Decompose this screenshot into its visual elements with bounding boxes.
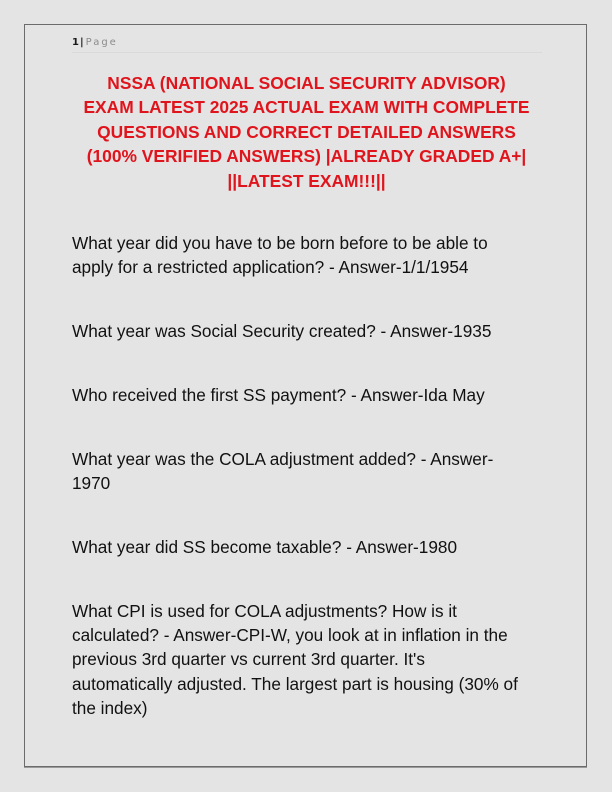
qa-line: calculated? - Answer-CPI-W, you look at in inflation in the [72, 625, 508, 646]
title-line: ||LATEST EXAM!!!|| [227, 170, 386, 191]
page-number: 1 [72, 37, 79, 48]
qa-line: previous 3rd quarter vs current 3rd quarter. It's [72, 649, 425, 670]
page-label: Page [85, 37, 118, 48]
qa-line: Who received the first SS payment? - Answer-Ida May [72, 385, 485, 405]
title-line: (100% VERIFIED ANSWERS) |ALREADY GRADED A+| [86, 146, 527, 167]
qa-item [72, 231, 488, 279]
qa-item [72, 599, 518, 720]
document-title [45, 71, 568, 193]
qa-item [72, 383, 485, 407]
page-header [72, 36, 542, 53]
qa-item [72, 447, 493, 495]
title-line: EXAM LATEST 2025 ACTUAL EXAM WITH COMPLETE [83, 97, 530, 118]
title-line: QUESTIONS AND CORRECT DETAILED ANSWERS [97, 121, 516, 142]
title-line: NSSA (NATIONAL SOCIAL SECURITY ADVISOR) [107, 73, 506, 93]
qa-line: What year was the COLA adjustment added? - Answer- [72, 449, 494, 469]
qa-line: What CPI is used for COLA adjustments? How is it [72, 601, 457, 621]
page-separator: | [79, 37, 84, 48]
qa-item [72, 535, 457, 559]
qa-line: What year did SS become taxable? - Answer-1980 [72, 537, 458, 557]
qa-line: the index) [72, 697, 148, 718]
qa-item [72, 319, 491, 343]
qa-line: 1970 [72, 473, 111, 494]
qa-line: apply for a restricted application? - Answer-1/1/1954 [72, 257, 469, 278]
document-page [24, 24, 587, 767]
qa-line: What year did you have to be born before to be able to [72, 233, 488, 253]
qa-line: What year was Social Security created? - Answer-1935 [72, 321, 492, 341]
qa-line: automatically adjusted. The largest part is housing (30% of [72, 673, 518, 694]
